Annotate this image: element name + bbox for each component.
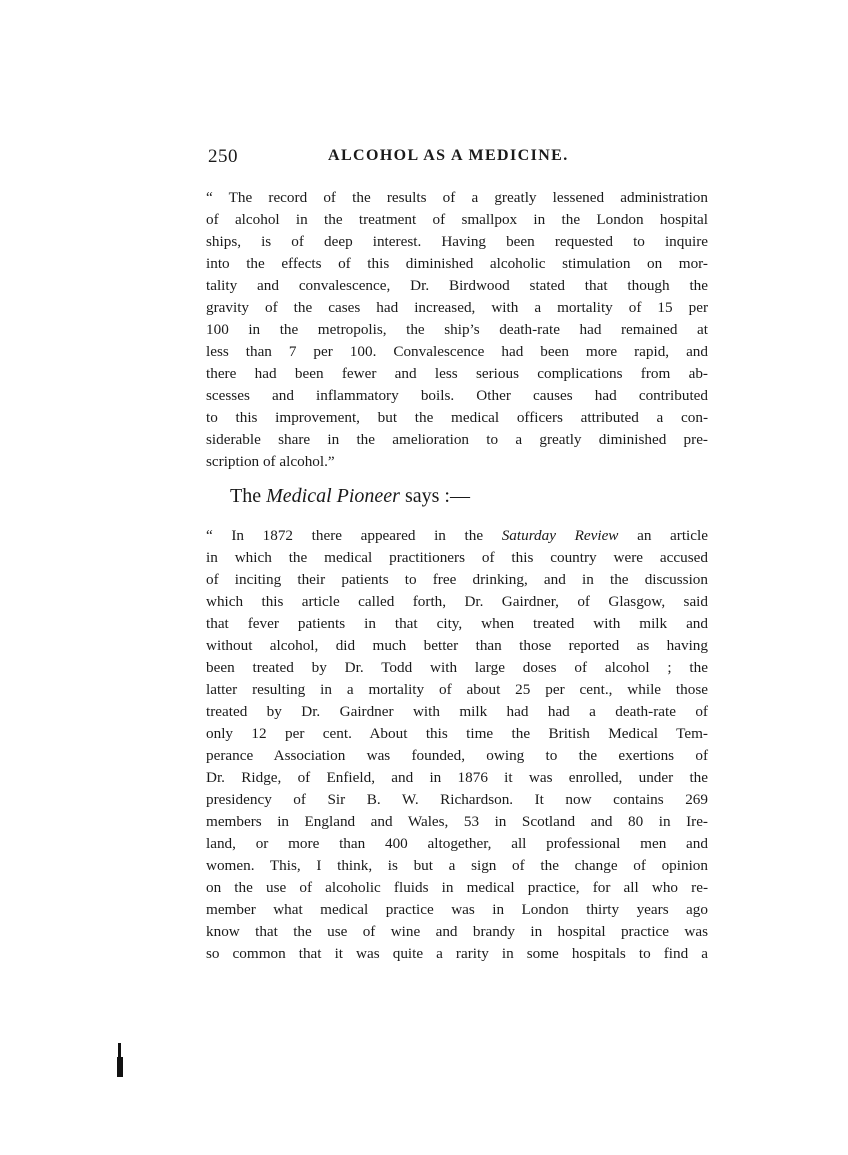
text-line: women. This, I think, is but a sign of the change of opinion bbox=[206, 857, 708, 874]
text-line: on the use of alcoholic fluids in medical practice, for all who re- bbox=[206, 879, 708, 896]
text-line: treated by Dr. Gairdner with milk had had a death-rate of bbox=[206, 703, 708, 720]
text-line: know that the use of wine and brandy in hospital practice was bbox=[206, 923, 708, 940]
text-line: Dr. Ridge, of Enfield, and in 1876 it was enrolled, under the bbox=[206, 769, 708, 786]
text-line: land, or more than 400 altogether, all professional men and bbox=[206, 835, 708, 852]
text-line: there had been fewer and less serious complications from ab- bbox=[206, 365, 708, 382]
text-line: presidency of Sir B. W. Richardson. It now contains 269 bbox=[206, 791, 708, 808]
text-line: without alcohol, did much better than those reported as having bbox=[206, 637, 708, 654]
text-line: only 12 per cent. About this time the British Medical Tem- bbox=[206, 725, 708, 742]
heading-journal-title: Medical Pioneer bbox=[266, 485, 400, 507]
text-line: into the effects of this diminished alcoholic stimulation on mor- bbox=[206, 255, 708, 272]
text-line: of alcohol in the treatment of smallpox in the London hospital bbox=[206, 211, 708, 228]
text-line: less than 7 per 100. Convalescence had been more rapid, and bbox=[206, 343, 708, 360]
mark-foot bbox=[117, 1057, 123, 1077]
quote-paragraph-temperance bbox=[206, 525, 708, 965]
text-line: member what medical practice was in London thirty years ago bbox=[206, 901, 708, 918]
page-number: 250 bbox=[208, 146, 238, 167]
text-line: 100 in the metropolis, the ship’s death-rate had remained at bbox=[206, 321, 708, 338]
running-title: ALCOHOL AS A MEDICINE. bbox=[328, 147, 569, 164]
text-line: that fever patients in that city, when treated with milk and bbox=[206, 615, 708, 632]
text-line: siderable share in the amelioration to a greatly diminished pre- bbox=[206, 431, 708, 448]
text-fragment: an article bbox=[618, 527, 708, 544]
text-line: which this article called forth, Dr. Gairdner, of Glasgow, said bbox=[206, 593, 708, 610]
text-line: so common that it was quite a rarity in some hospitals to find a bbox=[206, 945, 708, 962]
text-line: of inciting their patients to free drinking, and in the discussion bbox=[206, 571, 708, 588]
heading-prefix: The bbox=[230, 485, 267, 507]
running-head bbox=[208, 146, 708, 172]
text-line: “ The record of the results of a greatly lessened administration bbox=[206, 189, 708, 206]
text-line: latter resulting in a mortality of about 25 per cent., while those bbox=[206, 681, 708, 698]
quote-paragraph-smallpox bbox=[206, 187, 708, 473]
text-line: scesses and inflammatory boils. Other causes had contributed bbox=[206, 387, 708, 404]
journal-title: Saturday Review bbox=[501, 527, 619, 544]
scan-margin-mark bbox=[117, 1043, 123, 1077]
text-line: to this improvement, but the medical officers attributed a con- bbox=[206, 409, 708, 426]
text-line: members in England and Wales, 53 in Scotland and 80 in Ire- bbox=[206, 813, 708, 830]
text-line: scription of alcohol.” bbox=[206, 453, 335, 470]
section-heading bbox=[230, 485, 470, 508]
heading-suffix: says :— bbox=[399, 485, 470, 507]
text-line: perance Association was founded, owing to the exertions of bbox=[206, 747, 708, 764]
text-line: tality and convalescence, Dr. Birdwood stated that though the bbox=[206, 277, 708, 294]
text-line: ships, is of deep interest. Having been requested to inquire bbox=[206, 233, 708, 250]
text-fragment: “ In 1872 there appeared in the bbox=[206, 527, 502, 544]
text-line bbox=[206, 525, 708, 547]
text-line: been treated by Dr. Todd with large doses of alcohol ; the bbox=[206, 659, 708, 676]
text-line: gravity of the cases had increased, with a mortality of 15 per bbox=[206, 299, 708, 316]
text-line: in which the medical practitioners of this country were accused bbox=[206, 549, 708, 566]
